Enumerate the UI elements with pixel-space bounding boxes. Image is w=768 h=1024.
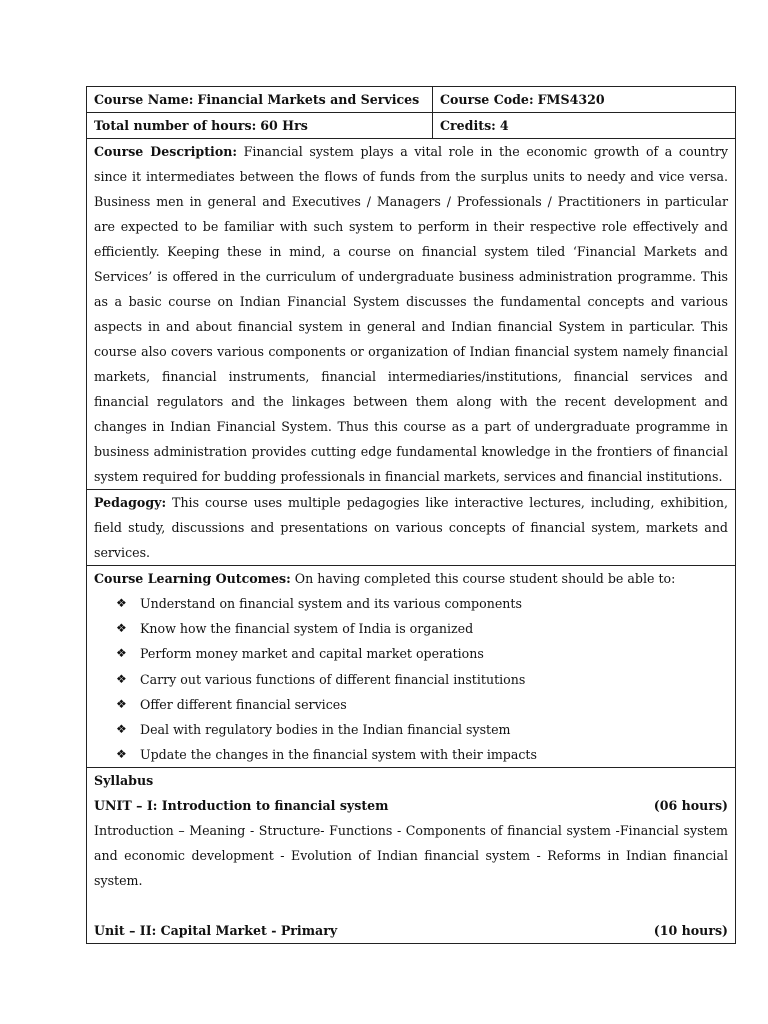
description-row bbox=[87, 139, 736, 490]
unit-1-hours: (06 hours) bbox=[653, 798, 728, 814]
credits-cell bbox=[433, 113, 736, 139]
course-code-value: FMS4320 bbox=[537, 92, 605, 107]
hours-row bbox=[87, 113, 736, 139]
list-item bbox=[116, 616, 728, 641]
outcomes-list bbox=[94, 591, 728, 767]
unit-1-text: Introduction – Meaning - Structure- Functions - Components of financial system -Financial system and economic development - Evolution of Indian financial system - Reforms in Indian financial system. bbox=[94, 823, 728, 889]
diamond-bullet-icon: ❖ bbox=[116, 696, 127, 711]
list-item bbox=[116, 641, 728, 666]
diamond-bullet-icon: ❖ bbox=[116, 646, 127, 661]
syllabus-heading bbox=[94, 768, 728, 793]
list-item bbox=[116, 692, 728, 717]
diamond-bullet-icon: ❖ bbox=[116, 671, 127, 686]
syllabus-row bbox=[87, 768, 736, 944]
description-label: Course Description: bbox=[94, 144, 238, 159]
unit-2-hours: (10 hours) bbox=[653, 923, 728, 939]
syllabus-cell bbox=[87, 768, 736, 944]
list-item bbox=[116, 591, 728, 616]
outcomes-row bbox=[87, 566, 736, 768]
outcome-text: Understand on financial system and its various components bbox=[140, 596, 522, 611]
outcome-text: Update the changes in the financial system with their impacts bbox=[140, 747, 537, 763]
list-item bbox=[116, 717, 728, 742]
outcomes-label: Course Learning Outcomes: bbox=[94, 571, 291, 586]
pedagogy-text: This course uses multiple pedagogies like interactive lectures, including, exhibition, field study, discussions and presentations on various concepts of financial system, markets and services. bbox=[94, 495, 728, 560]
unit-2-title: Unit – II: Capital Market - Primary bbox=[94, 923, 338, 939]
outcome-text: Deal with regulatory bodies in the Indian financial system bbox=[140, 722, 511, 738]
diamond-bullet-icon: ❖ bbox=[116, 596, 127, 610]
outcomes-intro: On having completed this course student should be able to: bbox=[294, 571, 676, 586]
hours-value: 60 Hrs bbox=[260, 118, 308, 133]
outcomes-header bbox=[94, 566, 728, 591]
unit-1-heading bbox=[94, 793, 728, 818]
outcome-text: Offer different financial services bbox=[140, 696, 347, 712]
outcome-text: Carry out various functions of different financial institutions bbox=[140, 671, 526, 687]
diamond-bullet-icon: ❖ bbox=[116, 621, 127, 636]
unit-2-heading bbox=[94, 918, 728, 943]
outcome-text: Perform money market and capital market operations bbox=[140, 646, 484, 662]
list-item bbox=[116, 667, 728, 692]
syllabus-heading-text: Syllabus bbox=[94, 773, 154, 789]
description-cell bbox=[87, 139, 736, 490]
course-table bbox=[86, 86, 736, 944]
list-item bbox=[116, 742, 728, 767]
description-text: Financial system plays a vital role in the economic growth of a country since it intermediates between the flows of funds from the surplus units to needy and vice versa. Business men in general and Executives / Managers / Professionals / Practitioners in particular are expected to be familiar with such system to perform in their respective role effectively and efficiently. Keeping these in mind, a course on financial system tiled ‘Financial Markets and Services’ is offered in the curriculum of undergraduate business administration programme. This as a basic course on Indian Financial System discusses the fundamental concepts and various aspects in and about financial system in general and Indian financial System in particular. This course also covers various components or organization of Indian financial system namely financial markets, financial instruments, financial intermediaries/institutions, financial services and financial regulators and the linkages between them along with the recent development and changes in Indian Financial System. Thus this course as a part of undergraduate programme in business administration provides cutting edge fundamental knowledge in the frontiers of financial system required for budding professionals in financial markets, services and financial institutions. bbox=[94, 144, 728, 484]
diamond-bullet-icon: ❖ bbox=[116, 722, 127, 737]
unit-1-title: UNIT – I: Introduction to financial system bbox=[94, 798, 389, 814]
course-code-cell bbox=[433, 87, 736, 113]
outcome-text: Know how the financial system of India is organized bbox=[140, 621, 474, 637]
course-name-label: Course Name: bbox=[94, 92, 194, 107]
course-name-row bbox=[87, 87, 736, 113]
hours-cell bbox=[87, 113, 433, 139]
blank-line bbox=[94, 893, 728, 918]
credits-value: 4 bbox=[499, 118, 509, 133]
course-code-label: Course Code: bbox=[440, 92, 534, 107]
course-name-cell bbox=[87, 87, 433, 113]
course-name-value: Financial Markets and Services bbox=[197, 92, 420, 107]
credits-label: Credits: bbox=[440, 118, 496, 133]
pedagogy-label: Pedagogy: bbox=[94, 495, 167, 510]
outcomes-cell bbox=[87, 566, 736, 768]
pedagogy-cell bbox=[87, 490, 736, 566]
diamond-bullet-icon: ❖ bbox=[116, 747, 127, 762]
pedagogy-row bbox=[87, 490, 736, 566]
hours-label: Total number of hours: bbox=[94, 118, 257, 133]
